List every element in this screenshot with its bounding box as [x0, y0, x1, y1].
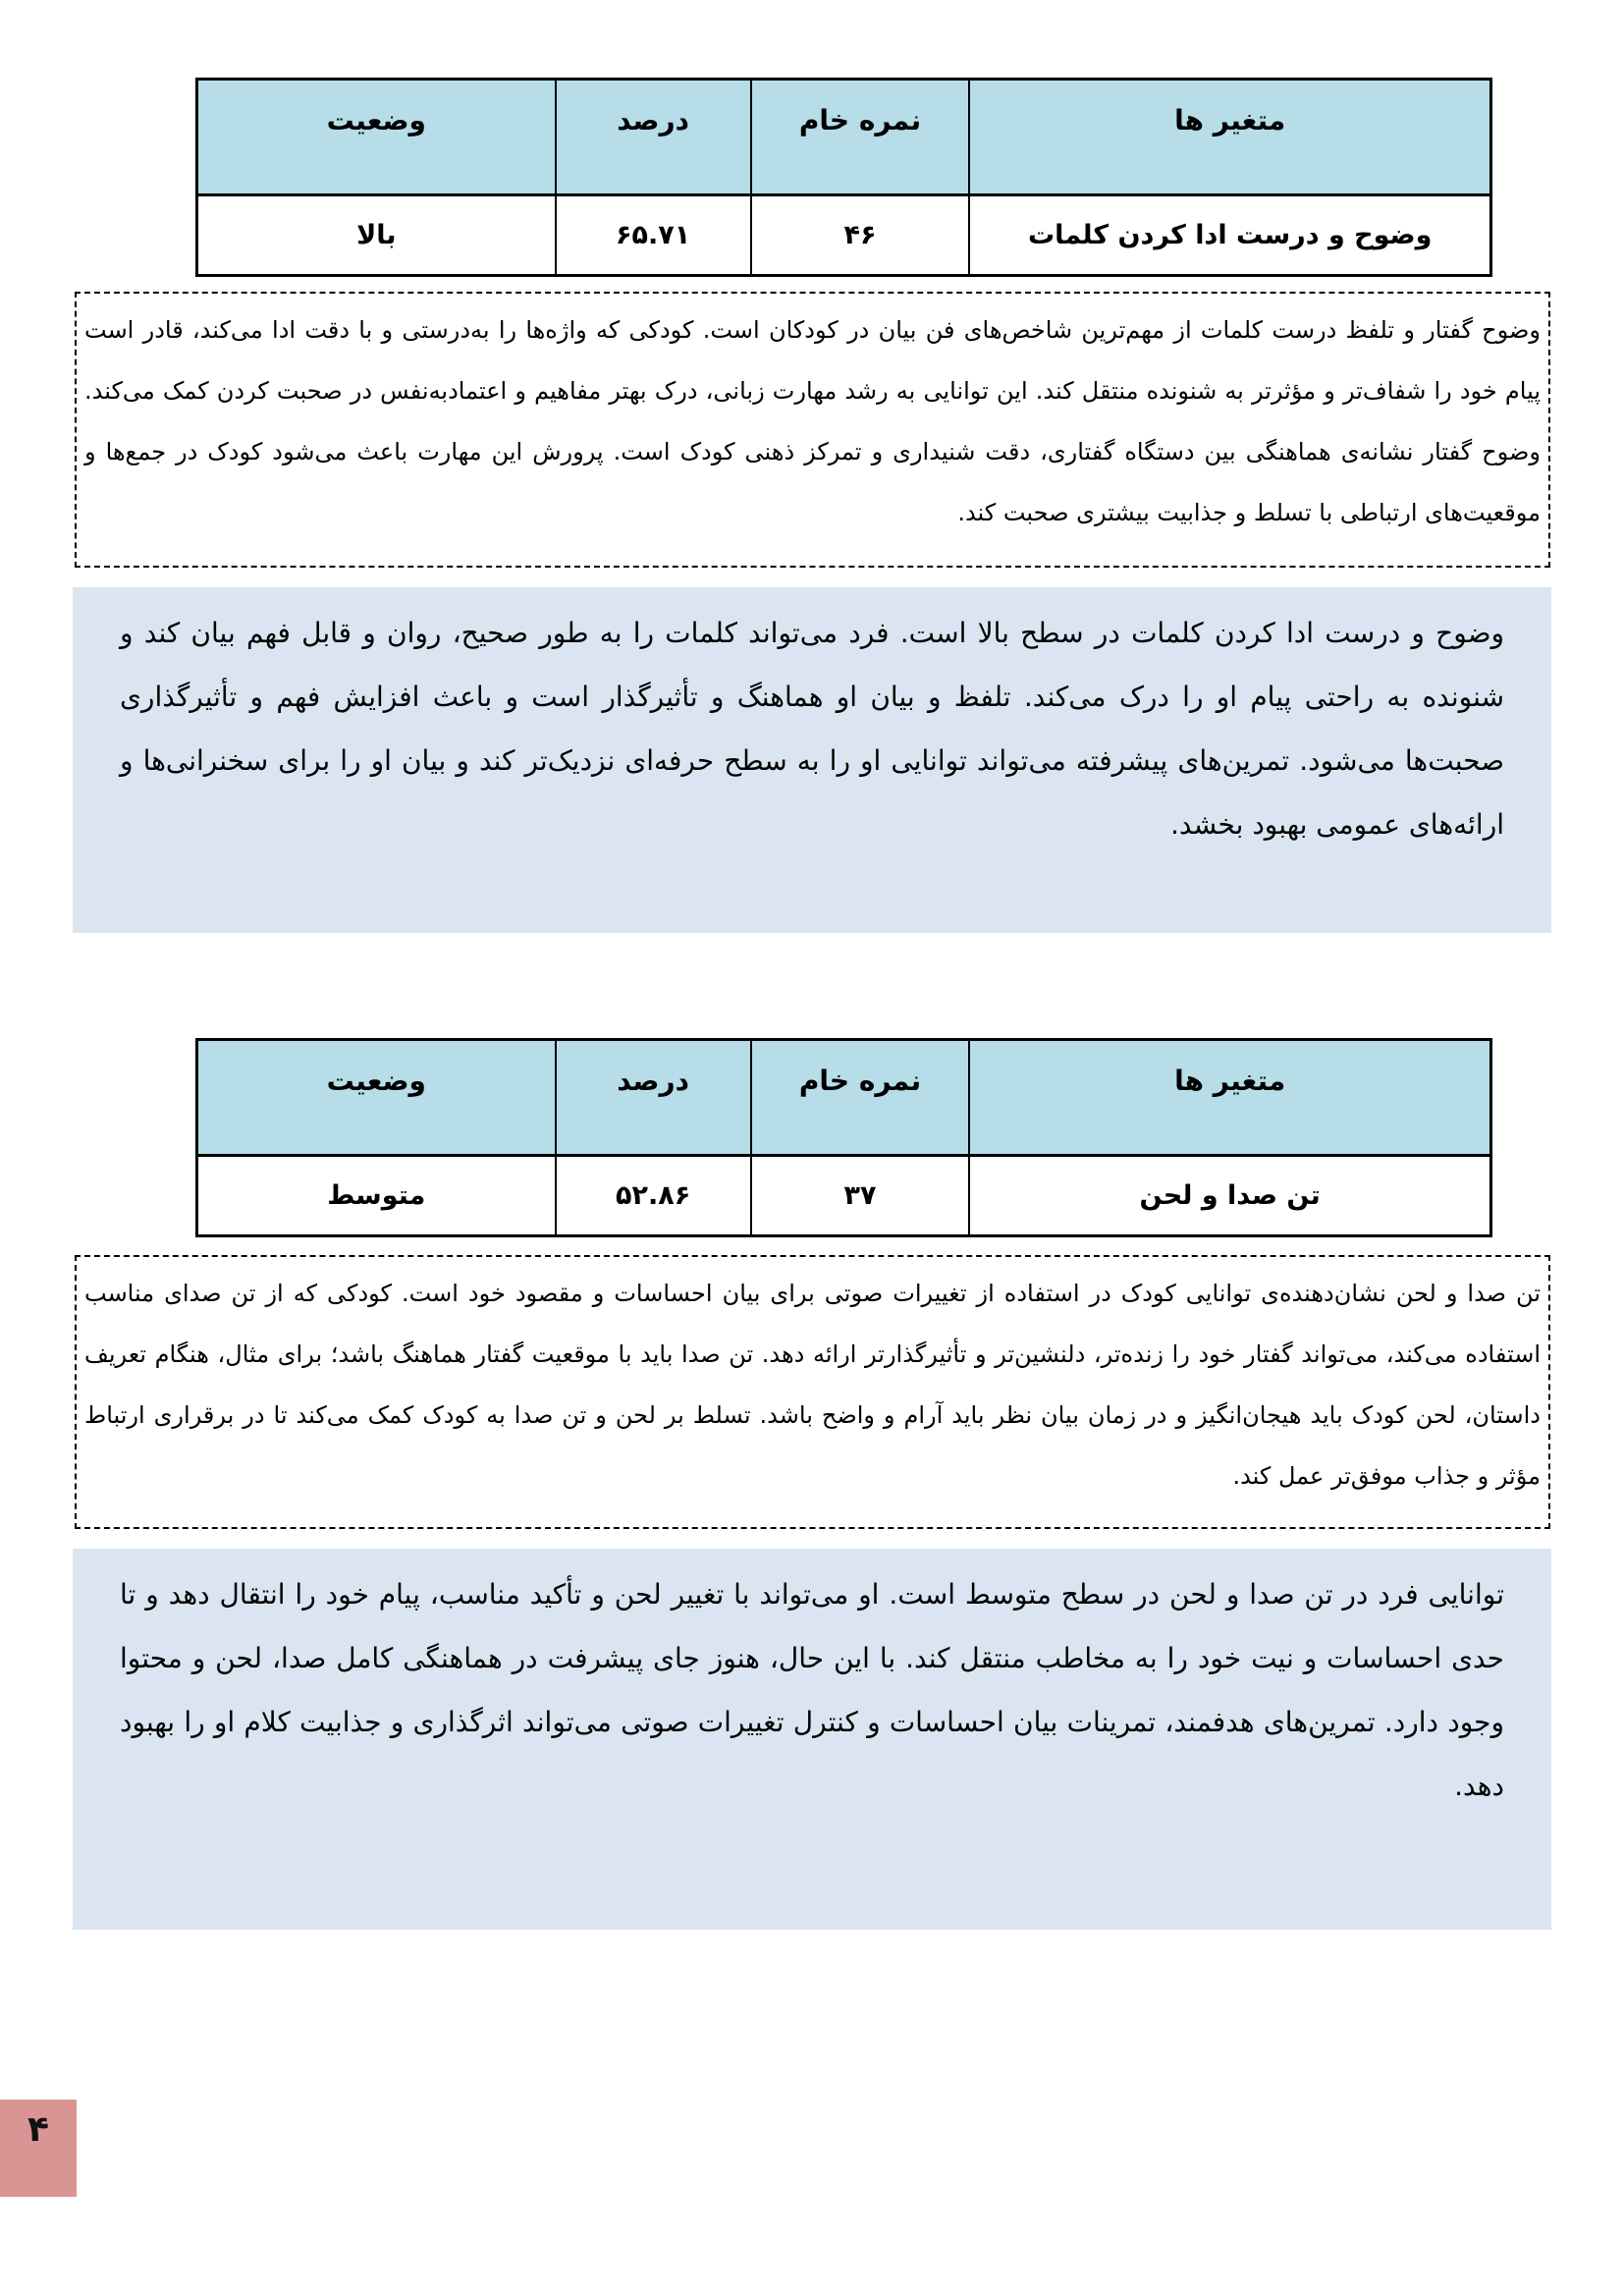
- header-raw-score: نمره خام: [751, 80, 970, 195]
- cell-percent: ۵۲.۸۶: [556, 1156, 751, 1236]
- cell-variable: تن صدا و لحن: [969, 1156, 1490, 1236]
- header-status: وضعیت: [197, 1040, 556, 1156]
- table-header-row: [197, 80, 1491, 195]
- header-status: وضعیت: [197, 80, 556, 195]
- page-number: ۴: [27, 2109, 49, 2150]
- cell-status: متوسط: [197, 1156, 556, 1236]
- cell-variable: وضوح و درست ادا کردن کلمات: [969, 195, 1490, 276]
- cell-raw-score: ۴۶: [751, 195, 970, 276]
- table-row: [197, 1156, 1491, 1236]
- header-variables: متغیر ها: [969, 1040, 1490, 1156]
- result-summary-tone: توانایی فرد در تن صدا و لحن در سطح متوسط است. او می‌تواند با تغییر لحن و تأکید مناسب، پیام خود را انتقال دهد و تا حدی احساسات و نیت خود را به مخاطب منتقل کند. با این حال، هنوز جای پیشرفت در هماهنگی کامل صدا، لحن و محتوا وجود دارد. تمرین‌های هدفمند، تمرینات بیان احساسات و کنترل تغییرات صوتی می‌تواند اثرگذاری و جذابیت کلام او را بهبود دهد.: [73, 1549, 1551, 1930]
- header-percent: درصد: [556, 80, 751, 195]
- cell-status: بالا: [197, 195, 556, 276]
- variable-description-clarity: وضوح گفتار و تلفظ درست کلمات از مهم‌ترین شاخص‌های فن بیان در کودکان است. کودکی که واژه‌ها را به‌درستی و با دقت ادا می‌کند، قادر است پیام خود را شفاف‌تر و مؤثرتر به شنونده منتقل کند. این توانایی به رشد مهارت زبانی، درک بهتر مفاهیم و اعتمادبه‌نفس در صحبت کردن کمک می‌کند. وضوح گفتار نشانه‌ی هماهنگی بین دستگاه گفتاری، دقت شنیداری و تمرکز ذهنی کودک است. پرورش این مهارت باعث می‌شود کودک در جمع‌ها و موقعیت‌های ارتباطی با تسلط و جذابیت بیشتری صحبت کند.: [75, 292, 1550, 568]
- page-number-badge: [0, 2100, 77, 2197]
- score-table-clarity: [195, 78, 1492, 277]
- variable-description-tone: تن صدا و لحن نشان‌دهنده‌ی توانایی کودک در استفاده از تغییرات صوتی برای بیان احساسات و مقصود خود است. کودکی که از تن صدای مناسب استفاده می‌کند، می‌تواند گفتار خود را زنده‌تر، دلنشین‌تر و تأثیرگذارتر ارائه دهد. تن صدا باید با موقعیت گفتار هماهنگ باشد؛ برای مثال، هنگام تعریف داستان، لحن کودک باید هیجان‌انگیز و در زمان بیان نظر باید آرام و واضح باشد. تسلط بر لحن و تن صدا به کودک کمک می‌کند تا در برقراری ارتباط مؤثر و جذاب موفق‌تر عمل کند.: [75, 1255, 1550, 1529]
- cell-percent: ۶۵.۷۱: [556, 195, 751, 276]
- table-header-row: [197, 1040, 1491, 1156]
- table-row: [197, 195, 1491, 276]
- result-summary-clarity: وضوح و درست ادا کردن کلمات در سطح بالا است. فرد می‌تواند کلمات را به طور صحیح، روان و قابل فهم بیان کند و شنونده به راحتی پیام او را درک می‌کند. تلفظ و بیان او هماهنگ و تأثیرگذار است و باعث افزایش فهم و تأثیرگذاری صحبت‌ها می‌شود. تمرین‌های پیشرفته می‌تواند توانایی او را به سطح حرفه‌ای نزدیک‌تر کند و بیان او را برای سخنرانی‌ها و ارائه‌های عمومی بهبود بخشد.: [73, 587, 1551, 933]
- header-raw-score: نمره خام: [751, 1040, 970, 1156]
- header-percent: درصد: [556, 1040, 751, 1156]
- header-variables: متغیر ها: [969, 80, 1490, 195]
- cell-raw-score: ۳۷: [751, 1156, 970, 1236]
- score-table-tone: [195, 1038, 1492, 1237]
